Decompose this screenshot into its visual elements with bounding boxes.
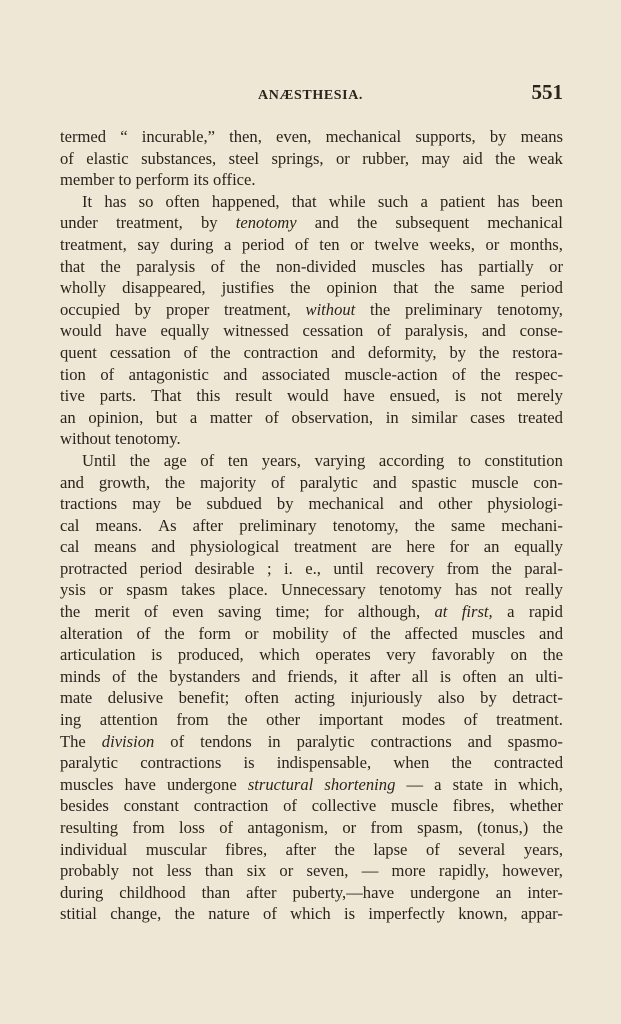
text-line: stitial change, the nature of which is imperfectly known, appar- — [60, 904, 563, 924]
text-line: Until the age of ten years, varying according to constitution — [82, 450, 563, 470]
page-header — [130, 80, 563, 110]
text-line: tive parts. That this result would have ensued, is not merely — [60, 386, 563, 406]
text-line: individual muscular fibres, after the lapse of several years, — [60, 839, 563, 859]
text-line: of elastic substances, steel springs, or rubber, may aid the weak — [60, 148, 563, 168]
text-line: quent cessation of the contraction and deformity, by the restora- — [60, 342, 563, 362]
text-line: that the paralysis of the non-divided muscles has partially or — [60, 256, 563, 276]
text-line: and growth, the majority of paralytic and spastic muscle con- — [60, 472, 563, 492]
text-line: tion of antagonistic and associated muscle-action of the respec- — [60, 364, 563, 384]
text-line: It has so often happened, that while such a patient has been — [82, 191, 563, 211]
text-line: treatment, say during a period of ten or twelve weeks, or months, — [60, 234, 563, 254]
text-line: besides constant contraction of collective muscle fibres, whether — [60, 796, 563, 816]
text-line: member to perform its office. — [60, 170, 256, 190]
text-line: resulting from loss of antagonism, or from spasm, (tonus,) the — [60, 818, 563, 837]
text-line: without tenotomy. — [60, 429, 181, 449]
text-line: The division of tendons in paralytic contractions and spasmo- — [60, 731, 563, 751]
text-line: ing attention from the other important modes of treatment. — [60, 710, 563, 730]
text-line: during childhood than after puberty,—have undergone an inter- — [60, 882, 563, 902]
text-line: an opinion, but a matter of observation, in similar cases treated — [60, 407, 563, 427]
body-text — [60, 126, 563, 925]
text-line: cal means and physiological treatment are here for an equally — [60, 537, 563, 557]
text-line: tractions may be subdued by mechanical and other physiologi- — [60, 494, 563, 514]
text-line: minds of the bystanders and friends, it after all is often an ulti- — [60, 666, 563, 686]
text-line: occupied by proper treatment, without the preliminary tenotomy, — [60, 299, 563, 319]
text-line: termed “ incurable,” then, even, mechanical supports, by means — [60, 127, 563, 146]
text-line: articulation is produced, which operates very favorably on the — [60, 645, 563, 665]
text-line: mate delusive benefit; often acting injuriously also by detract- — [60, 688, 563, 708]
text-line: protracted period desirable ; i. e., until recovery from the paral- — [60, 558, 563, 578]
page-number: 551 — [531, 80, 563, 104]
running-title: ANÆSTHESIA. — [258, 88, 364, 103]
text-line: wholly disappeared, justifies the opinion that the same period — [60, 278, 563, 298]
text-line: ysis or spasm takes place. Unnecessary tenotomy has not really — [60, 580, 563, 600]
text-line: paralytic contractions is indispensable, when the contracted — [60, 753, 563, 773]
text-line: probably not less than six or seven, — more rapidly, however, — [60, 861, 563, 881]
text-line: alteration of the form or mobility of the affected muscles and — [60, 623, 563, 643]
text-line: under treatment, by tenotomy and the subsequent mechanical — [60, 213, 563, 233]
text-line: cal means. As after preliminary tenotomy, the same mechani- — [60, 515, 563, 535]
text-line: muscles have undergone structural shortening — a state in which, — [60, 774, 563, 794]
text-line: would have equally witnessed cessation of paralysis, and conse- — [60, 321, 563, 341]
text-line: the merit of even saving time; for although, at first, a rapid — [60, 602, 563, 622]
